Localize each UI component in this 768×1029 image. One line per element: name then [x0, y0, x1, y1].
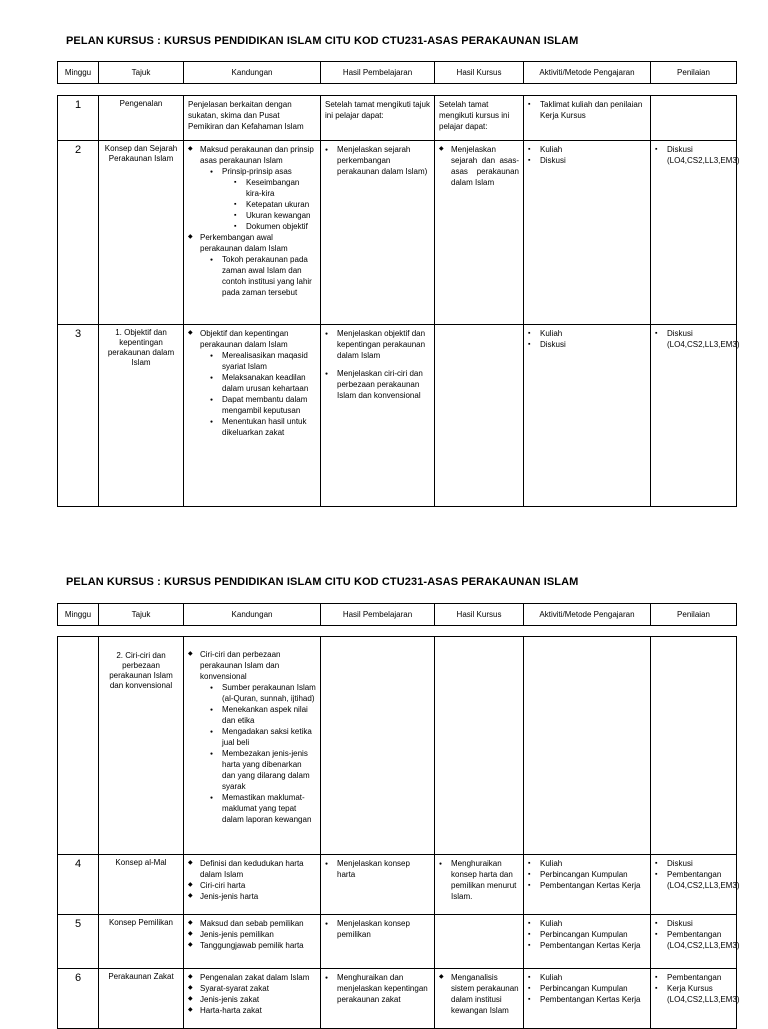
- header-tajuk: Tajuk: [99, 62, 184, 84]
- list-item: ▪ Perbincangan Kumpulan: [528, 983, 646, 994]
- header-hasil-kursus: Hasil Kursus: [435, 62, 524, 84]
- assessment: [651, 141, 740, 325]
- page-title: PELAN KURSUS : KURSUS PENDIDIKAN ISLAM CITU KOD CTU231-ASAS PERAKAUNAN ISLAM: [66, 576, 579, 588]
- list-item: ◆ Jenis-jenis harta: [188, 891, 316, 902]
- list-item: ● Menghuraikan konsep harta dan pemilikan menurut Islam.: [439, 858, 519, 902]
- topic: Perakaunan Zakat: [99, 969, 184, 1029]
- list-item: ◆ Jenis-jenis pemilikan: [188, 929, 316, 940]
- list-item: ◆ Syarat-syarat zakat: [188, 983, 316, 994]
- header-tajuk: Tajuk: [99, 604, 184, 626]
- learning-outcome: [321, 915, 435, 969]
- table-row: [58, 141, 737, 325]
- activity: [524, 325, 651, 507]
- assessment: [651, 96, 737, 141]
- header-aktiviti: Aktiviti/Metode Pengajaran: [524, 62, 651, 84]
- list-item: ▪ Kuliah: [528, 972, 646, 983]
- table-row: [58, 637, 737, 855]
- table-row: [58, 969, 737, 1029]
- header-aktiviti: Aktiviti/Metode Pengajaran: [524, 604, 651, 626]
- week-number: 1: [58, 96, 99, 141]
- list-item: ● Menekankan aspek nilai dan etika: [210, 704, 316, 726]
- week-number: 3: [58, 325, 99, 507]
- list-item: ◆ Ciri-ciri dan perbezaan perakaunan Islam dan konvensional ● Sumber perakaunan Islam (al-Quran, sunnah, ijtihad) ● Menekankan aspek nilai dan etika ● Mengadakan saksi ketika jual beli ● Membezakan jenis-jenis harta yang dibenarkan dan yang dilarang dalam syarak ● Memastikan maklumat-maklumat yang tepat dalam laporan kewangan: [188, 649, 316, 825]
- list-item: ▪ Kuliah: [528, 144, 646, 155]
- header-hasil-pembelajaran: Hasil Pembelajaran: [321, 604, 435, 626]
- list-item: ▪ Pembentangan Kertas Kerja: [528, 940, 646, 951]
- activity: [524, 141, 651, 325]
- course-outcome: [435, 141, 524, 325]
- list-item: ▪ Diskusi (LO4,CS2,LL3,EM3): [655, 144, 732, 166]
- list-item: ▪ Pembentangan (LO4,CS2,LL3,EM3): [655, 869, 732, 891]
- activity: [524, 96, 651, 141]
- activity: [524, 969, 651, 1029]
- list-item: ◆ Definisi dan kedudukan harta dalam Islam: [188, 858, 316, 880]
- content: [184, 637, 321, 855]
- course-outcome: [435, 637, 524, 855]
- list-item: ● Memastikan maklumat-maklumat yang tepat dalam laporan kewangan: [210, 792, 316, 825]
- page-title: PELAN KURSUS : KURSUS PENDIDIKAN ISLAM CITU KOD CTU231-ASAS PERAKAUNAN ISLAM: [66, 35, 579, 47]
- list-item: ▪ Ukuran kewangan: [234, 210, 316, 221]
- list-item: ▪ Diskusi (LO4,CS2,LL3,EM3): [655, 328, 732, 350]
- header-table: [57, 61, 737, 84]
- list-item: ▪ Diskusi: [655, 858, 732, 869]
- list-item: ● Tokoh perakaunan pada zaman awal Islam dan contoh institusi yang lahir pada zaman tersebut: [210, 254, 316, 298]
- header-hasil-kursus: Hasil Kursus: [435, 604, 524, 626]
- content: [184, 969, 321, 1029]
- list-item: ◆ Maksud dan sebab pemilikan: [188, 918, 316, 929]
- table-row: [58, 325, 737, 507]
- week-number: 2: [58, 141, 99, 325]
- content: [184, 915, 321, 969]
- list-item: ● Merealisasikan maqasid syariat Islam: [210, 350, 316, 372]
- table-row: [58, 915, 737, 969]
- header-minggu: Minggu: [58, 604, 99, 626]
- topic: 2. Ciri-ciri dan perbezaan perakaunan Islam dan konvensional: [99, 637, 184, 855]
- list-item: ● Dapat membantu dalam mengambil keputusan: [210, 394, 316, 416]
- content: [184, 855, 321, 915]
- header-penilaian: Penilaian: [651, 604, 737, 626]
- table-row: [58, 96, 737, 141]
- list-item: ▪ Pembentangan (LO4,CS2,LL3,EM3): [655, 929, 732, 951]
- assessment: [651, 325, 740, 507]
- header-table: [57, 603, 737, 626]
- list-item: ● Prinsip-prinsip asas ▪ Keseimbangan kira-kira ▪ Ketepatan ukuran ▪ Ukuran kewangan ▪ Dokumen objektif: [210, 166, 316, 232]
- list-item: ● Menjelaskan sejarah perkembangan perakaunan dalam Islam): [325, 144, 430, 177]
- course-outcome: [435, 325, 524, 507]
- list-item: ◆ Pengenalan zakat dalam Islam: [188, 972, 316, 983]
- list-item: ▪ Taklimat kuliah dan penilaian Kerja Kursus: [528, 99, 646, 121]
- list-item: ▪ Kuliah: [528, 328, 646, 339]
- topic: 1. Objektif dan kepentingan perakaunan dalam Islam: [99, 325, 184, 507]
- learning-outcome: [321, 325, 435, 507]
- header-hasil-pembelajaran: Hasil Pembelajaran: [321, 62, 435, 84]
- list-item: ▪ Ketepatan ukuran: [234, 199, 316, 210]
- spacer: [325, 361, 430, 368]
- learning-outcome: [321, 855, 435, 915]
- assessment: [651, 969, 740, 1029]
- list-item: ◆ Objektif dan kepentingan perakaunan dalam Islam ● Merealisasikan maqasid syariat Islam ● Melaksanakan keadilan dalam urusan kehartaan ● Dapat membantu dalam mengambil keputusan ● Menentukan hasil untuk dikeluarkan zakat: [188, 328, 316, 438]
- list-item: ◆ Menjelaskan sejarah dan asas-asas perakaunan dalam Islam: [439, 144, 519, 188]
- content: [184, 141, 321, 325]
- list-item: ● Menjelaskan objektif dan kepentingan perakaunan dalam Islam: [325, 328, 430, 361]
- week-number: 6: [58, 969, 99, 1029]
- topic: Konsep al-Mal: [99, 855, 184, 915]
- learning-outcome: Setelah tamat mengikuti tajuk ini pelajar dapat:: [321, 96, 435, 141]
- list-item: ▪ Diskusi: [528, 155, 646, 166]
- activity: [524, 915, 651, 969]
- list-item: ◆ Harta-harta zakat: [188, 1005, 316, 1016]
- content: [184, 325, 321, 507]
- week-number: 5: [58, 915, 99, 969]
- list-item: ◆ Ciri-ciri harta: [188, 880, 316, 891]
- learning-outcome: [321, 969, 435, 1029]
- list-item: ◆ Tanggungjawab pemilik harta: [188, 940, 316, 951]
- topic: Konsep dan Sejarah Perakaunan Islam: [99, 141, 184, 325]
- list-item: ▪ Pembentangan Kertas Kerja: [528, 994, 646, 1005]
- assessment: [651, 855, 740, 915]
- activity: [524, 637, 651, 855]
- list-item: ◆ Maksud perakaunan dan prinsip asas perakaunan Islam ● Prinsip-prinsip asas ▪ Keseimbangan kira-kira ▪ Ketepatan ukuran ▪ Ukuran kewangan ▪ Dokumen objektif: [188, 144, 316, 232]
- list-item: ● Menghuraikan dan menjelaskan kepentingan perakaunan zakat: [325, 972, 430, 1005]
- list-item: ▪ Dokumen objektif: [234, 221, 316, 232]
- week-number: [58, 637, 99, 855]
- page-2: [0, 540, 768, 1024]
- list-item: ● Menentukan hasil untuk dikeluarkan zakat: [210, 416, 316, 438]
- header-kandungan: Kandungan: [184, 62, 321, 84]
- assessment: [651, 637, 737, 855]
- learning-outcome: [321, 141, 435, 325]
- list-item: ▪ Pembentangan: [655, 972, 732, 983]
- topic: Pengenalan: [99, 96, 184, 141]
- list-item: ● Menjelaskan ciri-ciri dan perbezaan perakaunan Islam dan konvensional: [325, 368, 430, 401]
- list-item: ▪ Diskusi: [528, 339, 646, 350]
- list-item: ● Mengadakan saksi ketika jual beli: [210, 726, 316, 748]
- course-outcome: [435, 915, 524, 969]
- header-kandungan: Kandungan: [184, 604, 321, 626]
- list-item: ● Menjelaskan konsep pemilikan: [325, 918, 430, 940]
- course-outcome: [435, 969, 524, 1029]
- list-item: ▪ Perbincangan Kumpulan: [528, 869, 646, 880]
- list-item: ▪ Diskusi: [655, 918, 732, 929]
- course-plan-table: [57, 95, 740, 507]
- list-item: ▪ Kerja Kursus (LO4,CS2,LL3,EM3): [655, 983, 732, 1005]
- list-item: ▪ Pembentangan Kertas Kerja: [528, 880, 646, 891]
- topic: Konsep Pemilikan: [99, 915, 184, 969]
- course-outcome: Setelah tamat mengikuti kursus ini pelajar dapat:: [435, 96, 524, 141]
- activity: [524, 855, 651, 915]
- content: Penjelasan berkaitan dengan sukatan, skima dan Pusat Pemikiran dan Kefahaman Islam: [184, 96, 321, 141]
- header-minggu: Minggu: [58, 62, 99, 84]
- header-penilaian: Penilaian: [651, 62, 737, 84]
- list-item: ● Melaksanakan keadilan dalam urusan kehartaan: [210, 372, 316, 394]
- week-number: 4: [58, 855, 99, 915]
- table-row: [58, 855, 737, 915]
- course-plan-table: [57, 636, 740, 1029]
- list-item: ▪ Perbincangan Kumpulan: [528, 929, 646, 940]
- list-item: ▪ Keseimbangan kira-kira: [234, 177, 316, 199]
- course-outcome: [435, 855, 524, 915]
- learning-outcome: [321, 637, 435, 855]
- list-item: ● Menjelaskan konsep harta: [325, 858, 430, 880]
- list-item: ● Sumber perakaunan Islam (al-Quran, sunnah, ijtihad): [210, 682, 316, 704]
- list-item: ◆ Menganalisis sistem perakaunan dalam institusi kewangan Islam: [439, 972, 519, 1016]
- list-item: ◆ Perkembangan awal perakaunan dalam Islam ● Tokoh perakaunan pada zaman awal Islam dan contoh institusi yang lahir pada zaman tersebut: [188, 232, 316, 298]
- list-item: ▪ Kuliah: [528, 858, 646, 869]
- list-item: ▪ Kuliah: [528, 918, 646, 929]
- list-item: ● Membezakan jenis-jenis harta yang dibenarkan dan yang dilarang dalam syarak: [210, 748, 316, 792]
- assessment: [651, 915, 740, 969]
- list-item: ◆ Jenis-jenis zakat: [188, 994, 316, 1005]
